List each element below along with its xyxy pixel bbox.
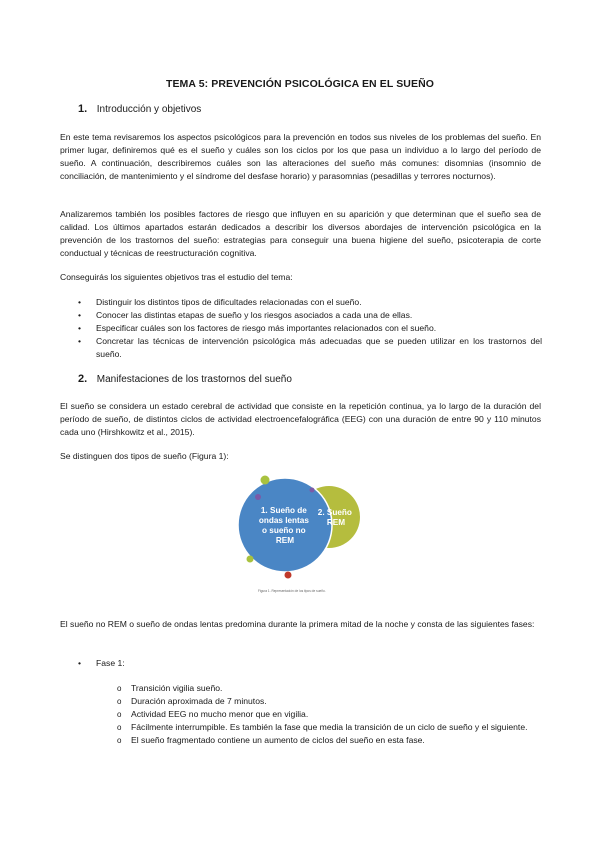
nrem-paragraph: El sueño no REM o sueño de ondas lentas predomina durante la primera mitad de la noche y consta de las siguientes fases:	[60, 619, 535, 629]
phase-list	[78, 657, 542, 670]
rem-label: 2. Sueño REM	[317, 508, 352, 527]
list-item: • Fase 1:	[78, 657, 542, 670]
intro-paragraph-2: Analizaremos también los posibles factores de riesgo que influyen en su aparición y que determinan que el sueño sea de calidad. Los últimos apartados estarán dedicados a describir los diversos abordajes de intervención psicológica en la prevención de los trastornos del sueño: estrategias para conseguir una buena higiene del sueño, psicoterapia de corte conductual y técnicas de reestructuración cognitiva.	[60, 209, 541, 258]
section-1-heading	[78, 103, 201, 115]
objectives-list	[78, 296, 542, 361]
list-item: • Especificar cuáles son los factores de riesgo más importantes relacionados con el sueño.	[78, 322, 542, 335]
section-1-title: Introducción y objetivos	[96, 104, 202, 115]
list-item: • Conocer las distintas etapas de sueño y los riesgos asociados a cada una de ellas.	[78, 309, 542, 322]
list-item: o Actividad EEG no mucho menor que en vigilia.	[117, 708, 542, 721]
sleep-definition-paragraph: El sueño se considera un estado cerebral de actividad que consiste en la repetición continua, ya lo largo de la duración del período de sueño, de distintos ciclos de actividad electroencefalográfica (EEG) con una duración de entre 90 y 110 minutos cada uno (Hirshkowitz et al., 2015).	[60, 401, 541, 437]
section-2-number: 2.	[78, 373, 88, 385]
nrem-label: 1. Sueño de ondas lentas o sueño no REM	[258, 506, 309, 545]
list-item: o Fácilmente interrumpible. Es también la fase que media la transición de un ciclo de sueño y el siguiente.	[117, 721, 542, 734]
decor-dot-green-1	[261, 476, 270, 485]
list-item: o Transición vigilia sueño.	[117, 682, 542, 695]
decor-dot-green-2	[247, 556, 254, 563]
section-2-heading	[78, 373, 292, 385]
intro-paragraph-1: En este tema revisaremos los aspectos psicológicos para la prevención en todos sus niveles de los problemas del sueño. En primer lugar, definiremos qué es el sueño y cuáles son los ciclos por los que pasa un individuo a lo largo del período de sueño. A continuación, describiremos cuáles son las alteraciones del sueño más comunes: disomnias (insomnio de conciliación, de mantenimiento y el síndrome del desfase horario) y parasomnias (pesadillas y terrores nocturnos).	[60, 132, 541, 181]
decor-dot-red	[285, 572, 292, 579]
list-item: o El sueño fragmentado contiene un aumento de ciclos del sueño en esta fase.	[117, 734, 542, 747]
section-2-title: Manifestaciones de los trastornos del sueño	[96, 374, 292, 385]
objectives-intro: Conseguirás los siguientes objetivos tras el estudio del tema:	[60, 272, 293, 282]
sleep-types-figure	[226, 468, 376, 598]
phase-1-sublist	[117, 682, 542, 747]
list-item: • Distinguir los distintos tipos de dificultades relacionadas con el sueño.	[78, 296, 542, 309]
section-1-number: 1.	[78, 103, 88, 115]
sleep-types-intro: Se distinguen dos tipos de sueño (Figura 1):	[60, 451, 229, 461]
decor-dot-purple-2	[310, 488, 315, 493]
document-title: TEMA 5: PREVENCIÓN PSICOLÓGICA EN EL SUEÑO	[165, 78, 435, 90]
list-item: o Duración aproximada de 7 minutos.	[117, 695, 542, 708]
figure-caption: Figura 1. Representación de los tipos de sueño.	[258, 589, 326, 593]
list-item: • Concretar las técnicas de intervención psicológica más adecuadas que se pueden utilizar en los trastornos del sueño.	[78, 335, 542, 361]
decor-dot-purple-1	[255, 494, 261, 500]
